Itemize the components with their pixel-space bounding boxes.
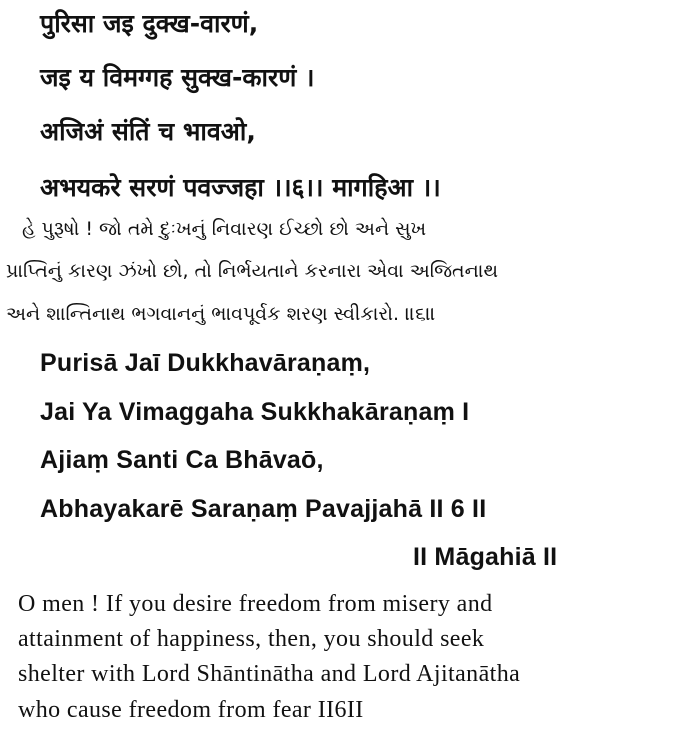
devanagari-line: अजिअं संतिं च भावओ, [40,117,256,146]
gujarati-line: હે પુરૂષો ! જો તમે દુઃખનું નિવારણ ઈચ્છો છો અને સુખ [22,218,427,240]
devanagari-line: जइ य विमग्गह सुक्ख-कारणं । [40,63,315,92]
transliteration-line: Ajiaṃ Santi Ca Bhāvaō, [40,446,324,474]
gujarati-line: અને શાન્તિનાથ ભગવાનનું ભાવપૂર્વક શરણ સ્વીકારો. ॥૬॥ [6,303,436,325]
english-line: O men ! If you desire freedom from misery and [18,591,493,617]
english-line: shelter with Lord Shāntinātha and Lord Ajitanātha [18,661,521,687]
english-line: attainment of happiness, then, you should seek [18,626,485,652]
devanagari-line: पुरिसा जइ दुक्ख-वारणं, [40,9,259,38]
transliteration-line: Abhayakarē Saraṇaṃ Pavajjahā II 6 II [40,495,487,523]
devanagari-line: अभयकरे सरणं पवज्जहा ।।६।। मागहिआ ।। [40,173,441,202]
english-line: who cause freedom from fear II6II [18,697,364,723]
meter-name: II Māgahiā II [413,543,558,571]
transliteration-line: Jai Ya Vimaggaha Sukkhakāraṇaṃ I [40,398,470,426]
gujarati-line: પ્રાપ્તિનું કારણ ઝંખો છો, તો નિર્ભયતાને કરનારા એવા અજિતનાથ [6,260,499,282]
transliteration-line: Purisā Jaī Dukkhavāraṇaṃ, [40,349,371,377]
